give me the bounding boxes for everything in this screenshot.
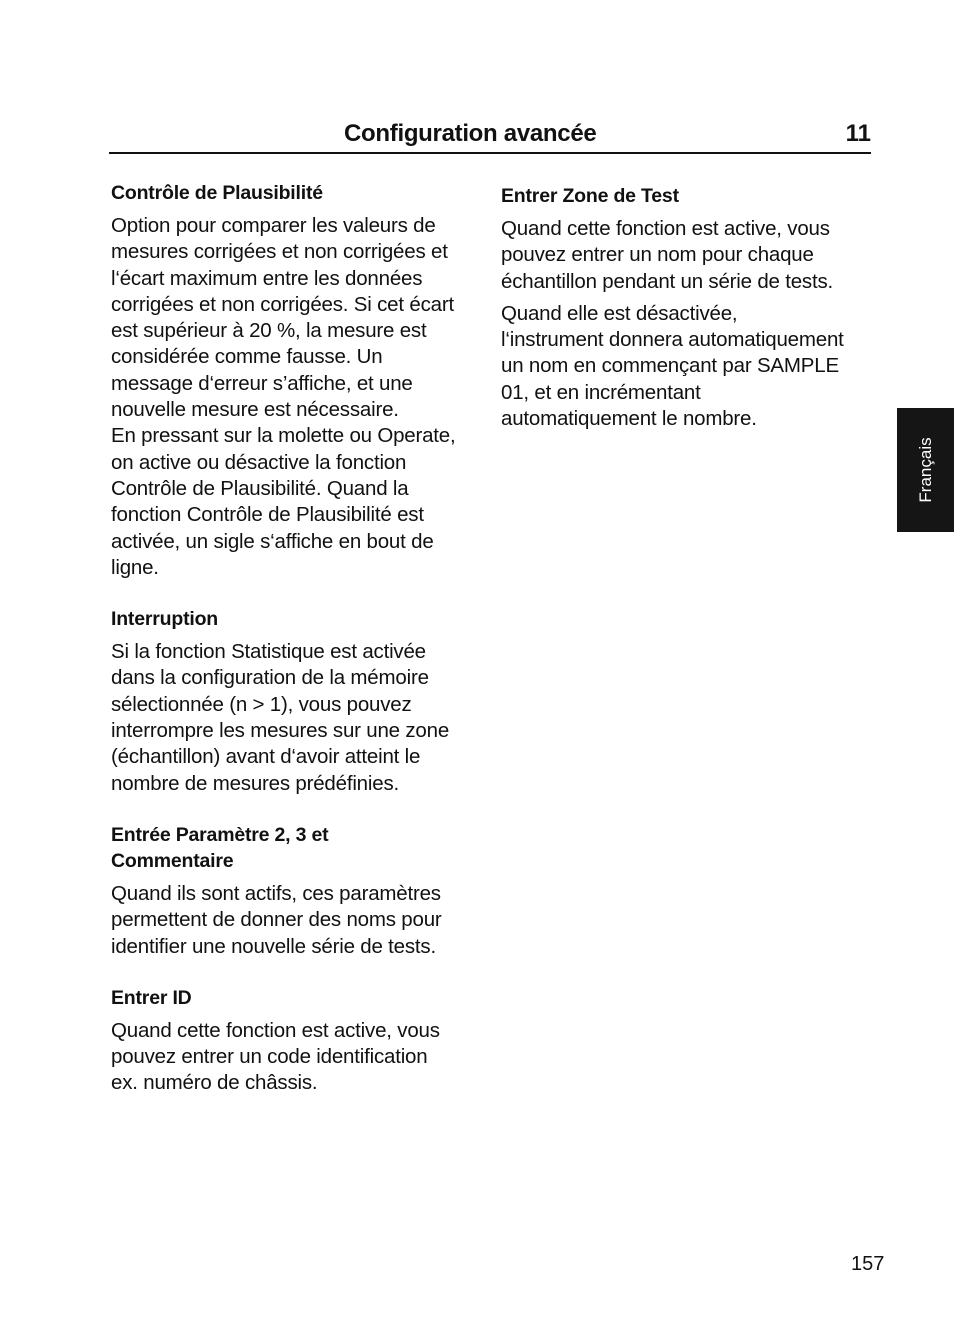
section-enter-id xyxy=(111,985,489,1097)
section-paragraph: Quand elle est désactivée, l‘instrument donnera automatiquement un nom en commençant par SAMPLE 01, et en incrémentant automatiquement le nombre. xyxy=(501,301,844,431)
section-interruption xyxy=(111,606,489,797)
language-tab-label: Français xyxy=(915,437,935,503)
page-header xyxy=(109,112,871,154)
chapter-title: Configuration avancée xyxy=(344,120,597,147)
section-title: Entrer Zone de Test xyxy=(501,185,679,207)
section-paragraph: Si la fonction Statistique est activée dans la configuration de la mémoire sélectionnée (n > 1), vous pouvez interrompre les mesures sur une zone (échantillon) avant d‘avoir atteint le nombre de mesures prédéfinies. xyxy=(111,640,450,795)
section-plausibility-check xyxy=(111,180,489,581)
section-enter-test-zone xyxy=(501,183,876,432)
section-paragraph: Quand cette fonction est active, vous pouvez entrer un code identification ex. numéro de châssis. xyxy=(111,1018,440,1095)
language-tab xyxy=(897,408,954,532)
section-parameters-comment xyxy=(111,822,489,960)
page-number: 157 xyxy=(851,1253,885,1275)
section-paragraph: Quand cette fonction est active, vous pouvez entrer un nom pour chaque échantillon pendant un série de tests. xyxy=(501,217,834,293)
section-paragraph: Quand ils sont actifs, ces paramètres permettent de donner des noms pour identifier une nouvelle série de tests. xyxy=(111,881,442,958)
section-paragraph: Option pour comparer les valeurs de mesures corrigées et non corrigées et l‘écart maximum entre les données corrigées et non corrigées. Si cet écart est supérieur à 20 %, la mesure est considérée comme fausse. Un message d‘erreur s’affiche, et une nouvelle mesure est nécessaire. En pressant sur la molette ou Operate, on active ou désactive la fonction Contrôle de Plausibilité. Quand la fonction Contrôle de Plausibilité est activée, un sigle s‘affiche en bout de ligne. xyxy=(111,214,456,579)
section-title: Interruption xyxy=(111,608,219,631)
section-title: Contrôle de Plausibilité xyxy=(111,182,323,204)
left-column xyxy=(111,180,489,1122)
section-title: Entrer ID xyxy=(111,986,192,1009)
section-title: Entrée Paramètre 2, 3 et Commentaire xyxy=(111,823,329,872)
chapter-number: 11 xyxy=(845,120,871,147)
right-column xyxy=(501,183,876,457)
